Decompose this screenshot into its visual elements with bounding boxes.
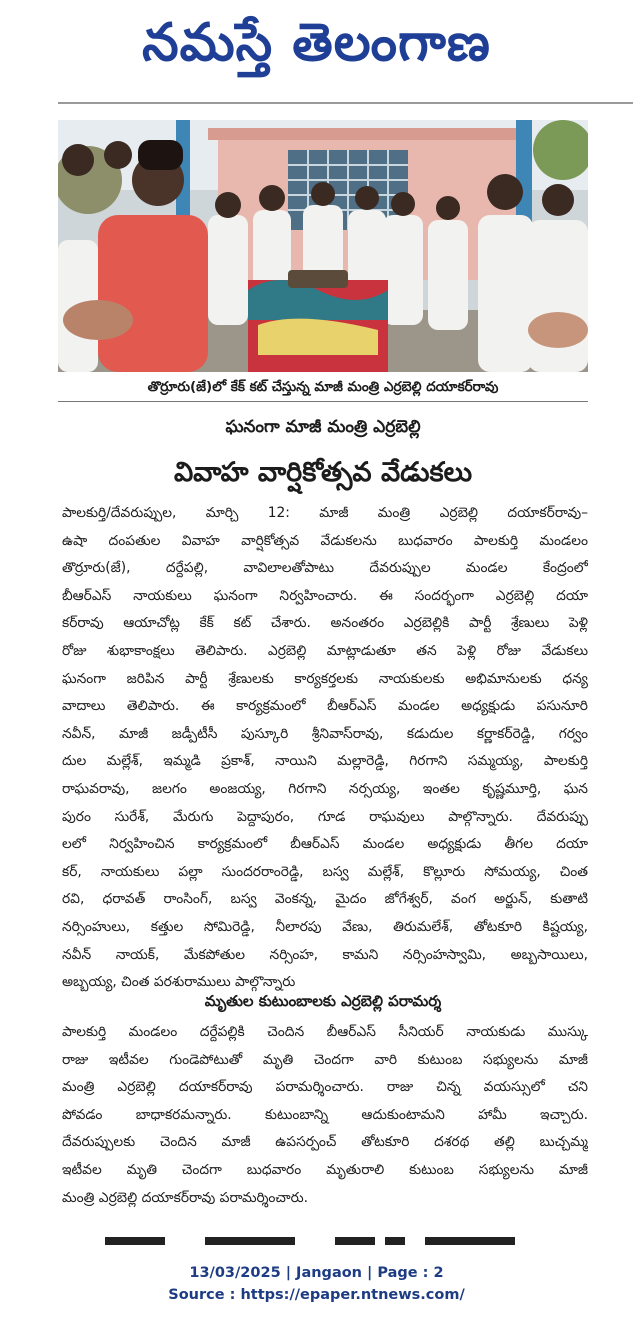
masthead-divider	[58, 102, 633, 104]
body-line: రాఘవరావు, జలగం అంజయ్య, గిరగాని నర్సయ్య, ఇంతల కృష్ణమూర్తి, ఘన	[62, 780, 588, 797]
article-body-2	[62, 1019, 588, 1212]
body-line: కర్, నాయకులు పల్లా సుందరరాంరెడ్డి, బస్వ మల్లేశ్, కొల్లూరు సోమయ్య, చింత	[62, 863, 588, 880]
body-line: రాజు ఇటీవల గుండెపోటుతో మృతి చెందగా వారి కుటుంబ సభ్యులను మాజీ	[62, 1051, 588, 1068]
body-line: నవీన్, మాజీ జడ్పీటీసీ పుస్కూరి శ్రీనివాస్‌రావు, కడుదుల కర్ణాకర్‌రెడ్డి, గర్వం	[62, 725, 588, 742]
body-line: తొర్రూరు(జే), దర్దేపల్లి, వావిలాలతోపాటు దేవరుప్పుల మండల కేంద్రంలో	[62, 560, 588, 577]
body-line: పోవడం బాధాకరమన్నారు. కుటుంబాన్ని ఆదుకుంటామని హామీ ఇచ్చారు.	[62, 1106, 588, 1123]
footer-source: Source : https://epaper.ntnews.com/	[168, 1287, 465, 1303]
body-line: మంత్రి ఎర్రబెల్లి దయాకర్‌రావు పరామర్శించారు.	[62, 1189, 308, 1206]
news-photo	[58, 120, 588, 372]
caption-divider	[58, 401, 588, 402]
body-line: ఉషా దంపతుల వివాహ వార్షికోత్సవ వేడుకలను బుధవారం పాలకుర్తి మండలం	[62, 532, 588, 549]
body-line: దుల మల్లేశ్, ఇమ్మడి ప్రకాశ్, నాయిని మల్లారెడ్డి, గిరగాని సమ్మయ్య, పాలకుర్తి	[62, 753, 588, 770]
body-line: పురం సురేశ్, మేరుగు పెద్దాపురం, గూడ రాఘవులు పాల్గొన్నారు. దేవరుప్పు	[62, 808, 588, 825]
footer-edition-info: 13/03/2025 | Jangaon | Page : 2	[189, 1265, 444, 1281]
cropped-text-remnant	[85, 1237, 555, 1245]
body-line: బీఆర్‌ఎస్ నాయకులు ఘనంగా నిర్వహించారు. ఈ సందర్భంగా ఎర్రబెల్లి దయా	[62, 587, 588, 604]
body-line: నవీన్ నాయక్, మేకపోతుల నర్సింహ, కామని నర్సింహస్వామి, అబ్బసాయిలు,	[62, 946, 588, 963]
body-line: ఘనంగా జరిపిన పార్టీ శ్రేణులకు కార్యకర్తలకు నాయకులకు అభిమానులకు ధన్య	[62, 670, 588, 687]
body-line: రోజు శుభాకాంక్షలు తెలిపారు. ఎర్రబెల్లి మాట్లాడుతూ తన పెళ్లి రోజు వేడుకలు	[62, 642, 588, 659]
newspaper-masthead: నమస్తే తెలంగాణ	[142, 13, 491, 73]
body-line: కర్‌రావు ఆయాచోట్ల కేక్ కట్ చేశారు. అనంతరం ఎర్రబెల్లికి పార్టీ శ్రేణులు పెళ్లి	[62, 615, 588, 632]
article-headline: వివాహ వార్షికోత్సవ వేడుకలు	[173, 457, 473, 488]
body-line: పాలకుర్తి/దేవరుప్పుల, మార్చి 12: మాజీ మంత్రి ఎర్రబెల్లి దయాకర్‌రావు–	[62, 505, 588, 521]
body-line: అబ్బయ్య, చింత పరశురాములు పాల్గొన్నారు	[62, 974, 296, 991]
photo-caption: తొర్రూరు(జే)లో కేక్ కట్ చేస్తున్న మాజీ మంత్రి ఎర్రబెల్లి దయాకర్‌రావు	[147, 379, 499, 395]
body-line: రవి, ధరావత్ రాంసింగ్, బస్వ వెంకన్న, మైదం జోగేశ్వర్, వంగ అర్జున్, కుతాటి	[62, 891, 588, 908]
photo-illustration	[58, 120, 588, 372]
body-line: ఇటీవల మృతి చెందగా బుధవారం మృతురాలి కుటుంబ సభ్యులను మాజీ	[62, 1161, 588, 1178]
body-line: పాలకుర్తి మండలం దర్దేపల్లికి చెందిన బీఆర్‌ఎస్ సీనియర్ నాయకుడు ముస్కు	[62, 1024, 588, 1040]
body-line: మంత్రి ఎర్రబెల్లి దయాకర్‌రావు పరామర్శించారు. రాజు చిన్న వయస్సులో చని	[62, 1079, 588, 1096]
body-line: వాదాలు తెలిపారు. ఈ కార్యక్రమంలో బీఆర్‌ఎస్ మండల అధ్యక్షుడు పసునూరి	[62, 698, 588, 715]
body-line: లలో నిర్వహించిన కార్యక్రమంలో బీఆర్‌ఎస్ మండల అధ్యక్షుడు తీగల దయా	[62, 836, 588, 853]
body-line: దేవరుప్పులకు చెందిన మాజీ ఉపసర్పంచ్ తోటకూరి దశరథ తల్లి బుచ్చమ్మ	[62, 1134, 588, 1151]
article-body	[62, 500, 588, 997]
article-kicker: ఘనంగా మాజీ మంత్రి ఎర్రబెల్లి	[225, 417, 421, 437]
article-subhead: మృతుల కుటుంబాలకు ఎర్రబెల్లి పరామర్శ	[204, 992, 442, 1010]
body-line: నర్సింహులు, కత్తుల సోమిరెడ్డి, నీలారపు వేణు, తిరుమలేశ్, తోటకూరి కిష్టయ్య,	[62, 918, 588, 935]
